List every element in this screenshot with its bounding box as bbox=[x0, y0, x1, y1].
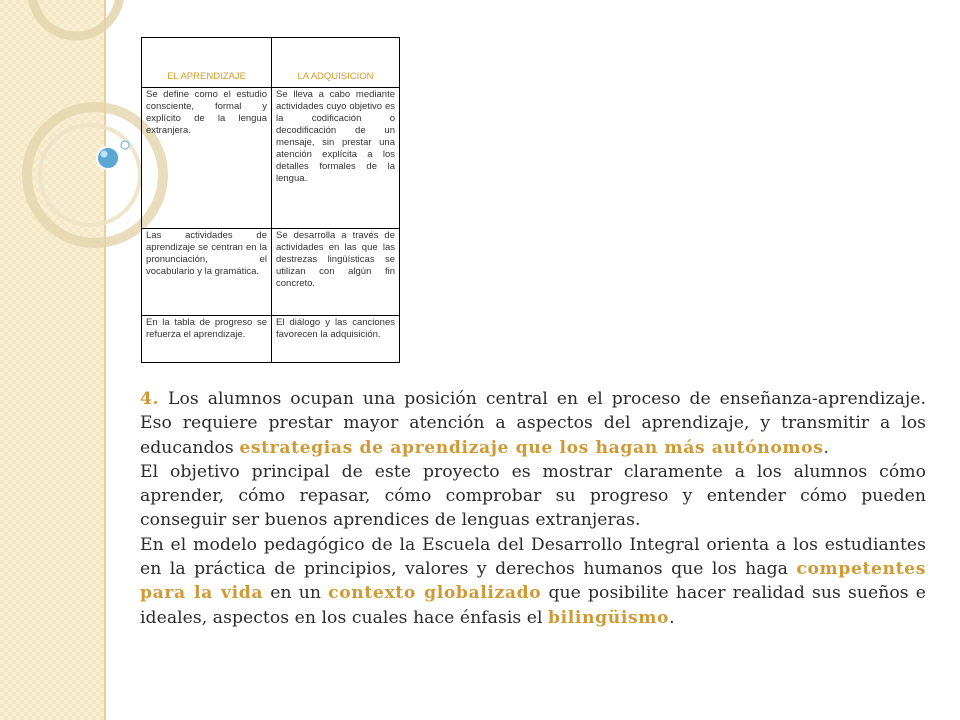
highlight-contexto: contexto globalizado bbox=[328, 583, 542, 604]
comparison-table bbox=[141, 37, 400, 363]
table-row bbox=[142, 88, 400, 229]
paragraph-text: . bbox=[823, 437, 830, 458]
table-cell: Se desarrolla a través de actividades en las que las destrezas lingüísticas se utilizan con algún fin concreto. bbox=[272, 229, 400, 316]
paragraph-model bbox=[140, 533, 926, 630]
body-text bbox=[140, 387, 926, 630]
bubble-highlight bbox=[101, 151, 108, 158]
table-row bbox=[142, 229, 400, 316]
highlight-autonomous-strategies: estrategias de aprendizaje que los hagan más autónomos bbox=[239, 437, 824, 458]
inner-ring bbox=[40, 125, 140, 225]
table-header-row bbox=[142, 38, 400, 88]
header-aprendizaje: EL APRENDIZAJE bbox=[142, 38, 272, 88]
paragraph-text: que posibilite hacer realidad sus sueños e ideales, aspectos en los cuales hace énfasis el bbox=[140, 583, 926, 628]
header-adquisicion: LA ADQUISICION bbox=[272, 38, 400, 88]
highlight-competentes: competentes para la vida bbox=[140, 559, 926, 604]
table-cell: El diálogo y las canciones favorecen la adquisición. bbox=[272, 316, 400, 363]
paragraph-objective bbox=[140, 460, 926, 533]
paragraph-point-4 bbox=[140, 387, 926, 460]
blue-bubble-icon bbox=[97, 147, 119, 169]
small-bubble-icon bbox=[121, 141, 129, 149]
paragraph-text: . bbox=[669, 607, 675, 628]
paragraph-text: El objetivo principal de este proyecto es mostrar claramente a los alumnos cómo aprender, cómo repasar, cómo comprobar su progreso y entender cómo pueden conseguir ser buenos aprendices de lenguas extranjeras. bbox=[140, 461, 926, 531]
paragraph-text: en un bbox=[263, 583, 329, 604]
paragraph-text: En el modelo pedagógico de la Escuela del Desarrollo Integral orienta a los estudiantes en la práctica de principios, valores y derechos humanos que los haga bbox=[140, 534, 926, 580]
large-ring bbox=[32, 0, 120, 36]
table-cell: Se define como el estudio consciente, formal y explícito de la lengua extranjera. bbox=[142, 88, 272, 229]
table-cell: Se lleva a cabo mediante actividades cuyo objetivo es la codificación o decodificación de un mensaje, sin prestar una atención explícita a los detalles formales de la lengua. bbox=[272, 88, 400, 229]
table-row bbox=[142, 316, 400, 363]
table-cell: En la tabla de progreso se refuerza el aprendizaje. bbox=[142, 316, 272, 363]
highlight-bilinguismo: bilingüismo bbox=[548, 607, 670, 628]
paragraph-text: Los alumnos ocupan una posición central en el proceso de enseñanza-aprendizaje. Eso requiere prestar mayor atención a aspectos del aprendizaje, y transmitir a los educandos bbox=[140, 389, 926, 458]
table-cell: Las actividades de aprendizaje se centran en la pronunciación, el vocabulario y la gramática. bbox=[142, 229, 272, 316]
point-number: 4. bbox=[140, 389, 160, 409]
